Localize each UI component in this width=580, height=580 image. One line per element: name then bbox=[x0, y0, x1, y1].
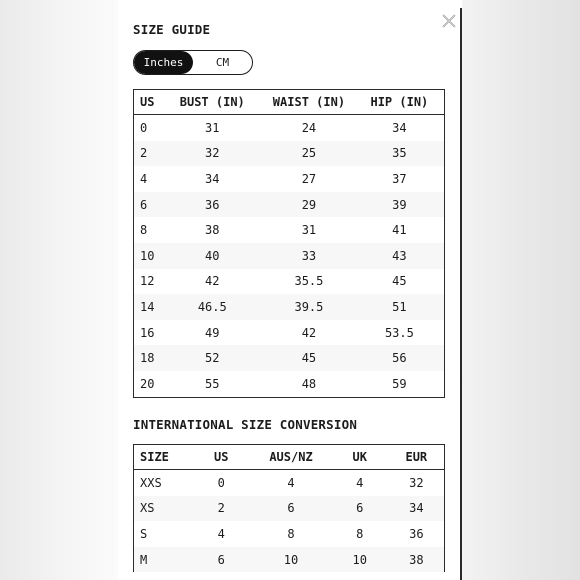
table-row bbox=[134, 269, 445, 295]
cell-eur: 36 bbox=[409, 526, 424, 541]
unit-toggle bbox=[133, 50, 253, 75]
cell-aus-nz: 8 bbox=[287, 526, 295, 541]
column-header-bust: BUST (IN) bbox=[161, 90, 263, 115]
international-header-row bbox=[134, 445, 445, 470]
cell-us: 14 bbox=[134, 294, 162, 320]
column-header-us: US bbox=[134, 90, 162, 115]
column-header-waist: WAIST (IN) bbox=[263, 90, 355, 115]
inches-toggle-option[interactable]: Inches bbox=[134, 51, 193, 74]
cell-eur: 34 bbox=[389, 496, 445, 522]
cm-toggle-option[interactable]: CM bbox=[215, 56, 230, 69]
cell-us: 2 bbox=[191, 496, 251, 522]
cell-bust: 52 bbox=[161, 345, 263, 371]
cell-size: M bbox=[134, 547, 192, 573]
size-guide-header-row bbox=[134, 90, 445, 115]
cell-aus-nz: 10 bbox=[251, 547, 331, 573]
table-row bbox=[134, 320, 445, 346]
cell-hip: 34 bbox=[392, 120, 407, 135]
cell-hip: 39 bbox=[355, 192, 445, 218]
cell-hip: 45 bbox=[392, 274, 407, 289]
cell-waist: 48 bbox=[301, 376, 317, 391]
table-row bbox=[134, 115, 445, 141]
cell-waist: 35.5 bbox=[294, 274, 324, 289]
cell-hip: 53.5 bbox=[384, 325, 414, 340]
table-row bbox=[134, 521, 445, 547]
size-guide-table bbox=[133, 89, 445, 398]
cell-hip: 35 bbox=[355, 141, 445, 167]
cell-waist: 31 bbox=[301, 223, 317, 238]
cell-eur: 32 bbox=[409, 475, 424, 490]
cell-bust: 32 bbox=[161, 141, 263, 167]
cell-uk: 8 bbox=[356, 526, 364, 541]
cell-hip: 51 bbox=[355, 294, 445, 320]
cell-eur: 38 bbox=[389, 547, 445, 573]
cell-us: 18 bbox=[134, 345, 162, 371]
cell-us: 2 bbox=[134, 141, 162, 167]
cell-us: 10 bbox=[134, 243, 162, 269]
cell-waist: 24 bbox=[301, 120, 317, 135]
cell-hip: 43 bbox=[355, 243, 445, 269]
cell-size: XS bbox=[134, 496, 192, 522]
table-row bbox=[134, 547, 445, 573]
cell-uk: 10 bbox=[331, 547, 389, 573]
cell-hip: 56 bbox=[355, 345, 445, 371]
table-row bbox=[134, 141, 445, 167]
cell-us: 4 bbox=[217, 526, 225, 541]
cell-us: 12 bbox=[140, 274, 155, 289]
cell-waist: 42 bbox=[301, 325, 317, 340]
table-row bbox=[134, 345, 445, 371]
cell-uk: 6 bbox=[331, 496, 389, 522]
cell-bust: 38 bbox=[205, 223, 220, 238]
cell-us: 8 bbox=[140, 223, 148, 238]
cell-size: S bbox=[140, 526, 148, 541]
international-conversion-table bbox=[133, 444, 445, 572]
cell-aus-nz: 4 bbox=[287, 475, 295, 490]
cell-waist: 39.5 bbox=[263, 294, 355, 320]
international-conversion-title: INTERNATIONAL SIZE CONVERSION bbox=[133, 417, 358, 432]
cell-us: 20 bbox=[140, 376, 155, 391]
cell-bust: 42 bbox=[205, 274, 220, 289]
cell-us: 4 bbox=[140, 171, 148, 186]
column-header-hip: HIP (IN) bbox=[355, 90, 445, 115]
cell-bust: 40 bbox=[161, 243, 263, 269]
cell-bust: 36 bbox=[161, 192, 263, 218]
cell-waist: 27 bbox=[301, 171, 317, 186]
cell-us: 16 bbox=[140, 325, 155, 340]
cell-waist: 29 bbox=[263, 192, 355, 218]
cell-us: 6 bbox=[134, 192, 162, 218]
cell-hip: 41 bbox=[392, 223, 407, 238]
table-row bbox=[134, 294, 445, 320]
cell-uk: 4 bbox=[356, 475, 364, 490]
cell-bust: 31 bbox=[205, 120, 220, 135]
table-row bbox=[134, 470, 445, 496]
cell-waist: 25 bbox=[263, 141, 355, 167]
column-header-size: SIZE bbox=[134, 445, 192, 470]
cell-size: XXS bbox=[140, 475, 162, 490]
cell-aus-nz: 6 bbox=[251, 496, 331, 522]
cell-hip: 59 bbox=[392, 376, 407, 391]
panel-border bbox=[460, 8, 462, 580]
table-row bbox=[134, 217, 445, 243]
size-guide-title: SIZE GUIDE bbox=[133, 22, 211, 37]
table-row bbox=[134, 166, 445, 192]
cell-us: 0 bbox=[140, 120, 148, 135]
close-icon[interactable] bbox=[440, 12, 458, 30]
cell-bust: 46.5 bbox=[161, 294, 263, 320]
column-header-eur: EUR bbox=[389, 445, 445, 470]
column-header-aus-nz: AUS/NZ bbox=[251, 445, 331, 470]
cell-waist: 45 bbox=[263, 345, 355, 371]
cell-bust: 49 bbox=[205, 325, 220, 340]
table-row bbox=[134, 243, 445, 269]
table-row bbox=[134, 371, 445, 397]
cell-us: 0 bbox=[217, 475, 225, 490]
table-row bbox=[134, 496, 445, 522]
column-header-uk: UK bbox=[331, 445, 389, 470]
cell-bust: 34 bbox=[205, 171, 220, 186]
table-row bbox=[134, 192, 445, 218]
cell-us: 6 bbox=[191, 547, 251, 573]
column-header-us: US bbox=[191, 445, 251, 470]
cell-hip: 37 bbox=[392, 171, 407, 186]
cell-bust: 55 bbox=[205, 376, 220, 391]
cell-waist: 33 bbox=[263, 243, 355, 269]
